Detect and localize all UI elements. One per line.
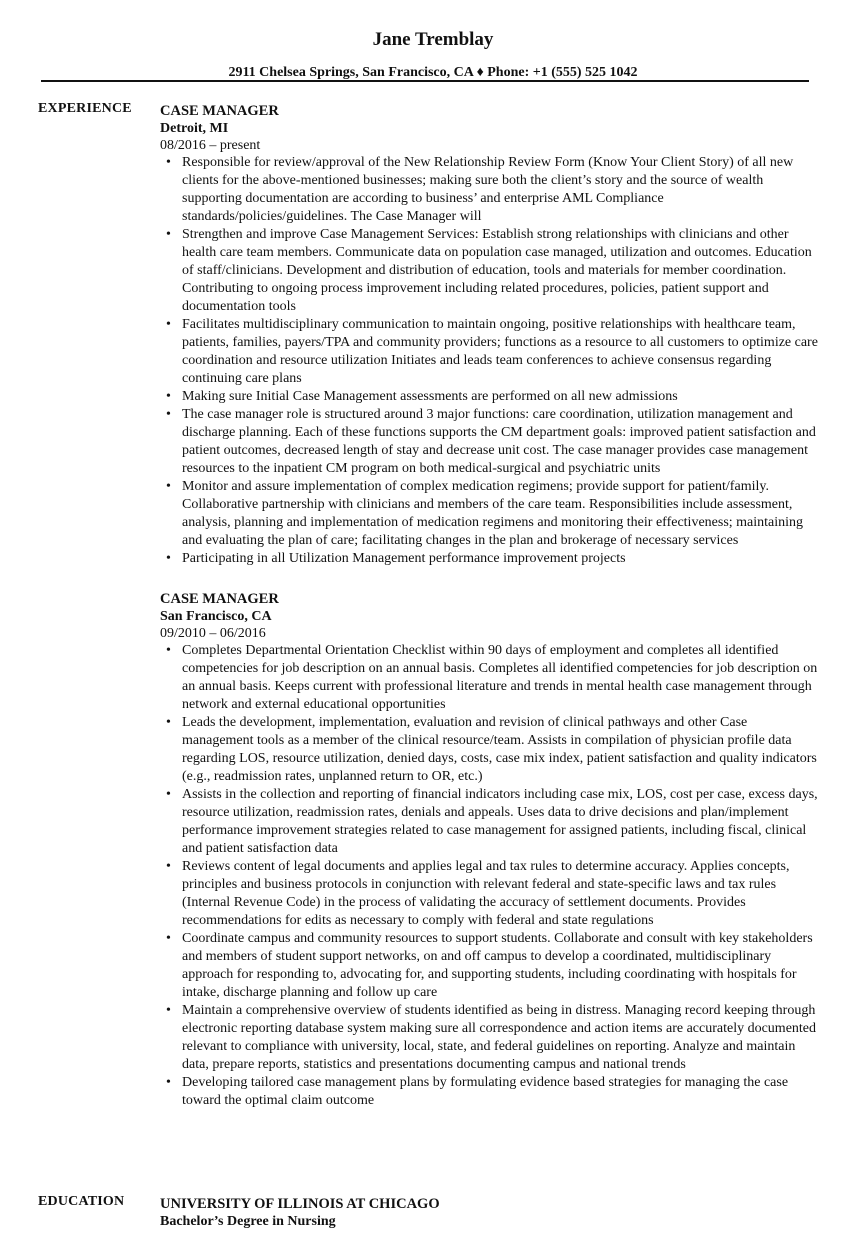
school-name: UNIVERSITY OF ILLINOIS AT CHICAGO [160,1196,440,1212]
bullet-item: • Facilitates multidisciplinary communication to maintain ongoing, positive relationships with healthcare team, patients, families, payers/TPA and community providers; functions as a resource to all customers to optimize care coordination and resource utilization Initiates and leads team conferences to achieve consensus regarding continuing care plans [160,316,820,388]
bullet-item: • Responsible for review/approval of the New Relationship Review Form (Know Your Client Story) of all new clients for the above-mentioned businesses; making sure both the client’s story and the source of wealth supporting documentation are according to business’ and enterprise AML Compliance standards/policies/guidelines. The Case Manager will [160,154,820,226]
bullet-item: • Coordinate campus and community resources to support students. Collaborate and consult with key stakeholders and members of student support networks, on and off campus to develop a coordinated, multidisciplinary approach for responding to, advocating for, and supporting students, including coordinating with hospitals for intake, discharge planning and follow up care [160,930,820,1002]
job-title: CASE MANAGER [160,103,279,119]
bullet-item: • Leads the development, implementation, evaluation and revision of clinical pathways and other Case management tools as a member of the clinical resource/team. Assists in compilation of physician profile data regarding LOS, resource utilization, denied days, costs, case mix index, patient satisfaction and quality indicators (e.g., readmission rates, unplanned return to OR, etc.) [160,714,820,786]
experience-section [160,102,820,1110]
bullet-item: • Maintain a comprehensive overview of students identified as being in distress. Managing record keeping through electronic reporting database system making sure all correspondence and action items are accurately documented relevant to compliance with university, local, state, and federal guidelines on reporting. Analyze and maintain data, prepare reports, statistics and presentations documenting campus and national trends [160,1002,820,1074]
bullet-item: • The case manager role is structured around 3 major functions: care coordination, utilization management and discharge planning. Each of these functions supports the CM department goals: improved patient satisfaction and patient outcomes, decreased length of stay and decrease unit cost. The case manager provides case management resources to the inpatient CM program on both medical-surgical and psychiatric units [160,406,820,478]
degree-name: Bachelor’s Degree in Nursing [160,1214,336,1229]
header-divider [41,80,809,82]
bullet-item: • Strengthen and improve Case Management Services: Establish strong relationships with clinicians and other health care team members. Communicate data on population case managed, utilization and outcomes. Education of staff/clinicians. Development and distribution of education, tools and materials for member coordination. Contributing to ongoing process improvement including related procedures, policies, patient support and documentation tools [160,226,820,316]
education-section-label: EDUCATION [38,1194,125,1209]
bullet-item: • Developing tailored case management plans by formulating evidence based strategies for managing the case toward the optimal claim outcome [160,1074,820,1110]
bullet-item: • Monitor and assure implementation of complex medication regimens; provide support for patient/family. Collaborative partnership with clinicians and members of the care team. Responsibilities include assessment, analysis, planning and implementation of medication regimens and monitoring their effectiveness; maintaining and evaluating the plan of care; facilitating changes in the plan and brokerage of necessary services [160,478,820,550]
job-dates: 09/2010 – 06/2016 [160,626,266,641]
job-bullet-list [160,154,820,568]
candidate-name: Jane Tremblay [372,29,494,50]
job-entry [160,102,820,568]
experience-section-label: EXPERIENCE [38,101,132,116]
bullet-item: • Making sure Initial Case Management assessments are performed on all new admissions [160,388,820,406]
contact-line: 2911 Chelsea Springs, San Francisco, CA ♦ Phone: +1 (555) 525 1042 [228,65,638,80]
bullet-item: • Reviews content of legal documents and applies legal and tax rules to determine accuracy. Applies concepts, principles and business protocols in conjunction with relevant federal and state-specific laws and tax rules (Internal Revenue Code) in the process of validating the accuracy of settlement documents. Provides recommendations for edits as necessary to comply with federal and state regulations [160,858,820,930]
education-section [160,1195,820,1231]
bullet-item: • Participating in all Utilization Management performance improvement projects [160,550,820,568]
job-dates: 08/2016 – present [160,138,261,153]
job-location: Detroit, MI [160,121,229,136]
job-bullet-list [160,642,820,1110]
job-entry [160,590,820,1110]
job-title: CASE MANAGER [160,591,279,607]
resume-header [0,27,866,82]
bullet-item: • Completes Departmental Orientation Checklist within 90 days of employment and completes all identified competencies for job description on an annual basis. Completes all identified competencies for job description on an annual basis. Keeps current with professional literature and trends in mental health case management through network and external educational opportunities [160,642,820,714]
job-location: San Francisco, CA [160,609,272,624]
bullet-item: • Assists in the collection and reporting of financial indicators including case mix, LOS, cost per case, excess days, resource utilization, readmission rates, denials and appeals. Uses data to drive decisions and plan/implement performance improvement strategies related to case management for assigned patients, including fiscal, clinical and patient satisfaction data [160,786,820,858]
